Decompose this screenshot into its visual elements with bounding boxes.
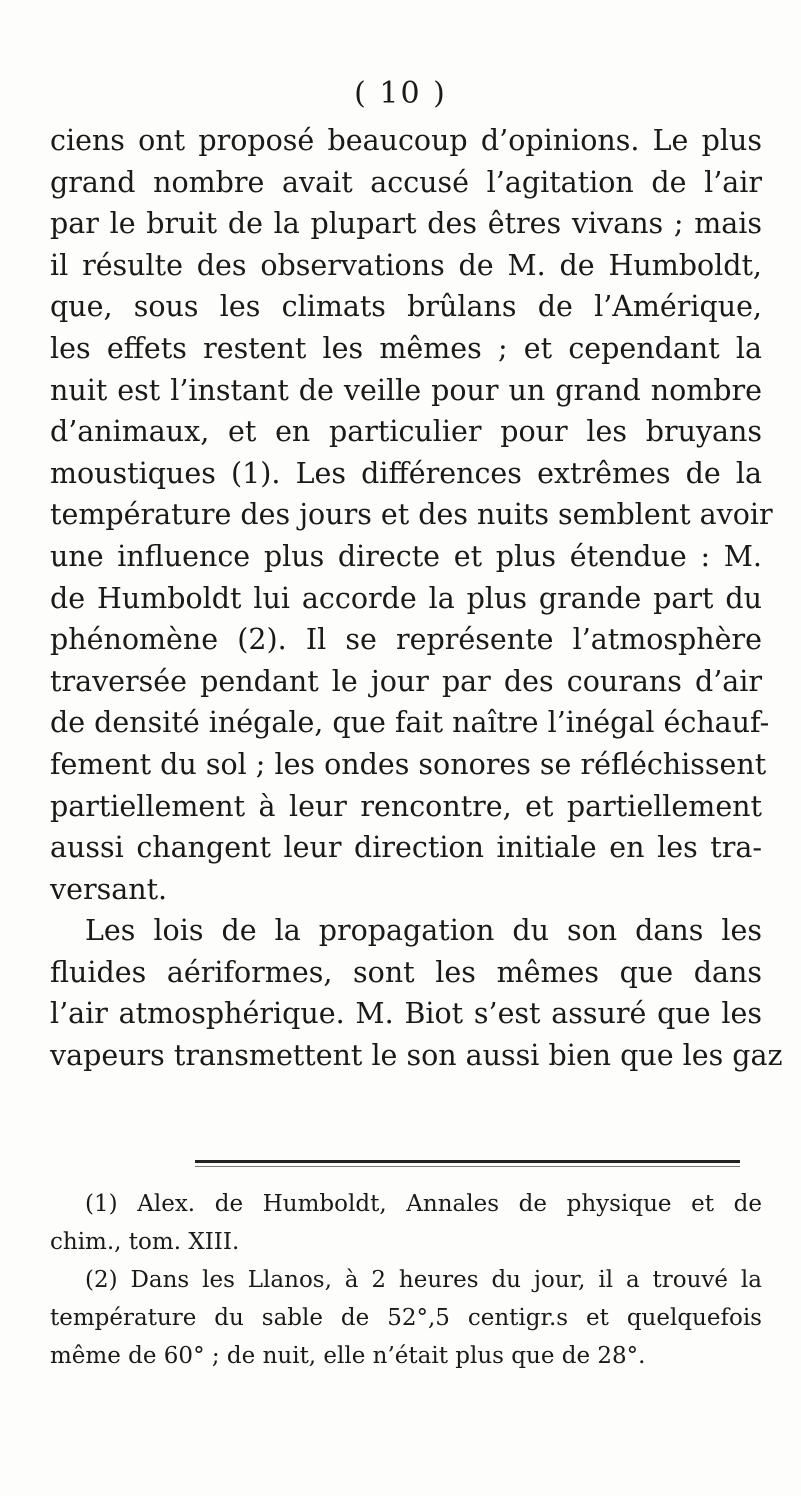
footnote-line: température du sable de 52°,5 centigr.s et quelquefois bbox=[50, 1305, 762, 1331]
text-line: d’animaux, et en particulier pour les bruyans bbox=[50, 415, 762, 449]
text-line: il résulte des observations de M. de Humboldt, bbox=[50, 248, 762, 282]
text-line: par le bruit de la plupart des êtres vivans ; mais bbox=[50, 207, 762, 241]
page-number: ( 10 ) bbox=[354, 76, 447, 111]
footnote-line: chim., tom. XIII. bbox=[50, 1229, 240, 1255]
text-line: de densité inégale, que fait naître l’inégal échauf- bbox=[50, 706, 770, 740]
text-line: ciens ont proposé beaucoup d’opinions. Le plus bbox=[50, 124, 762, 157]
text-line: une influence plus directe et plus étendue : M. bbox=[50, 539, 762, 573]
footnote-divider bbox=[195, 1160, 740, 1163]
body-text bbox=[50, 120, 783, 1077]
text-line: partiellement à leur rencontre, et partiellement bbox=[50, 789, 762, 823]
text-line: nuit est l’instant de veille pour un grand nombre bbox=[50, 373, 762, 407]
text-line: vapeurs transmettent le son aussi bien que les gaz bbox=[50, 1039, 783, 1073]
text-line: phénomène (2). Il se représente l’atmosphère bbox=[50, 623, 762, 657]
text-line: moustiques (1). Les différences extrêmes de la bbox=[50, 456, 762, 490]
text-line: de Humboldt lui accorde la plus grande part du bbox=[50, 581, 762, 615]
text-line: l’air atmosphérique. M. Biot s’est assuré que les bbox=[50, 997, 762, 1031]
text-line: versant. bbox=[50, 872, 168, 906]
footnote-divider-thin bbox=[195, 1166, 740, 1167]
text-line: grand nombre avait accusé l’agitation de l’air bbox=[50, 165, 762, 199]
footnote-line: même de 60° ; de nuit, elle n’était plus que de 28°. bbox=[50, 1343, 646, 1369]
text-line: aussi changent leur direction initiale en les tra- bbox=[50, 831, 762, 865]
text-line: que, sous les climats brûlans de l’Amérique, bbox=[50, 290, 762, 324]
text-line: fement du sol ; les ondes sonores se réfléchissent bbox=[50, 747, 767, 781]
text-line: traversée pendant le jour par des courans d’air bbox=[50, 664, 762, 698]
text-line: les effets restent les mêmes ; et cependant la bbox=[50, 331, 762, 365]
text-line: Les lois de la propagation du son dans les bbox=[85, 914, 762, 948]
text-line: fluides aériformes, sont les mêmes que dans bbox=[50, 955, 762, 989]
footnotes bbox=[50, 1185, 762, 1375]
footnote-line: (2) Dans les Llanos, à 2 heures du jour, il a trouvé la bbox=[85, 1267, 762, 1293]
text-line: température des jours et des nuits semblent avoir bbox=[50, 498, 773, 532]
footnote-line: (1) Alex. de Humboldt, Annales de physique et de bbox=[85, 1191, 762, 1217]
